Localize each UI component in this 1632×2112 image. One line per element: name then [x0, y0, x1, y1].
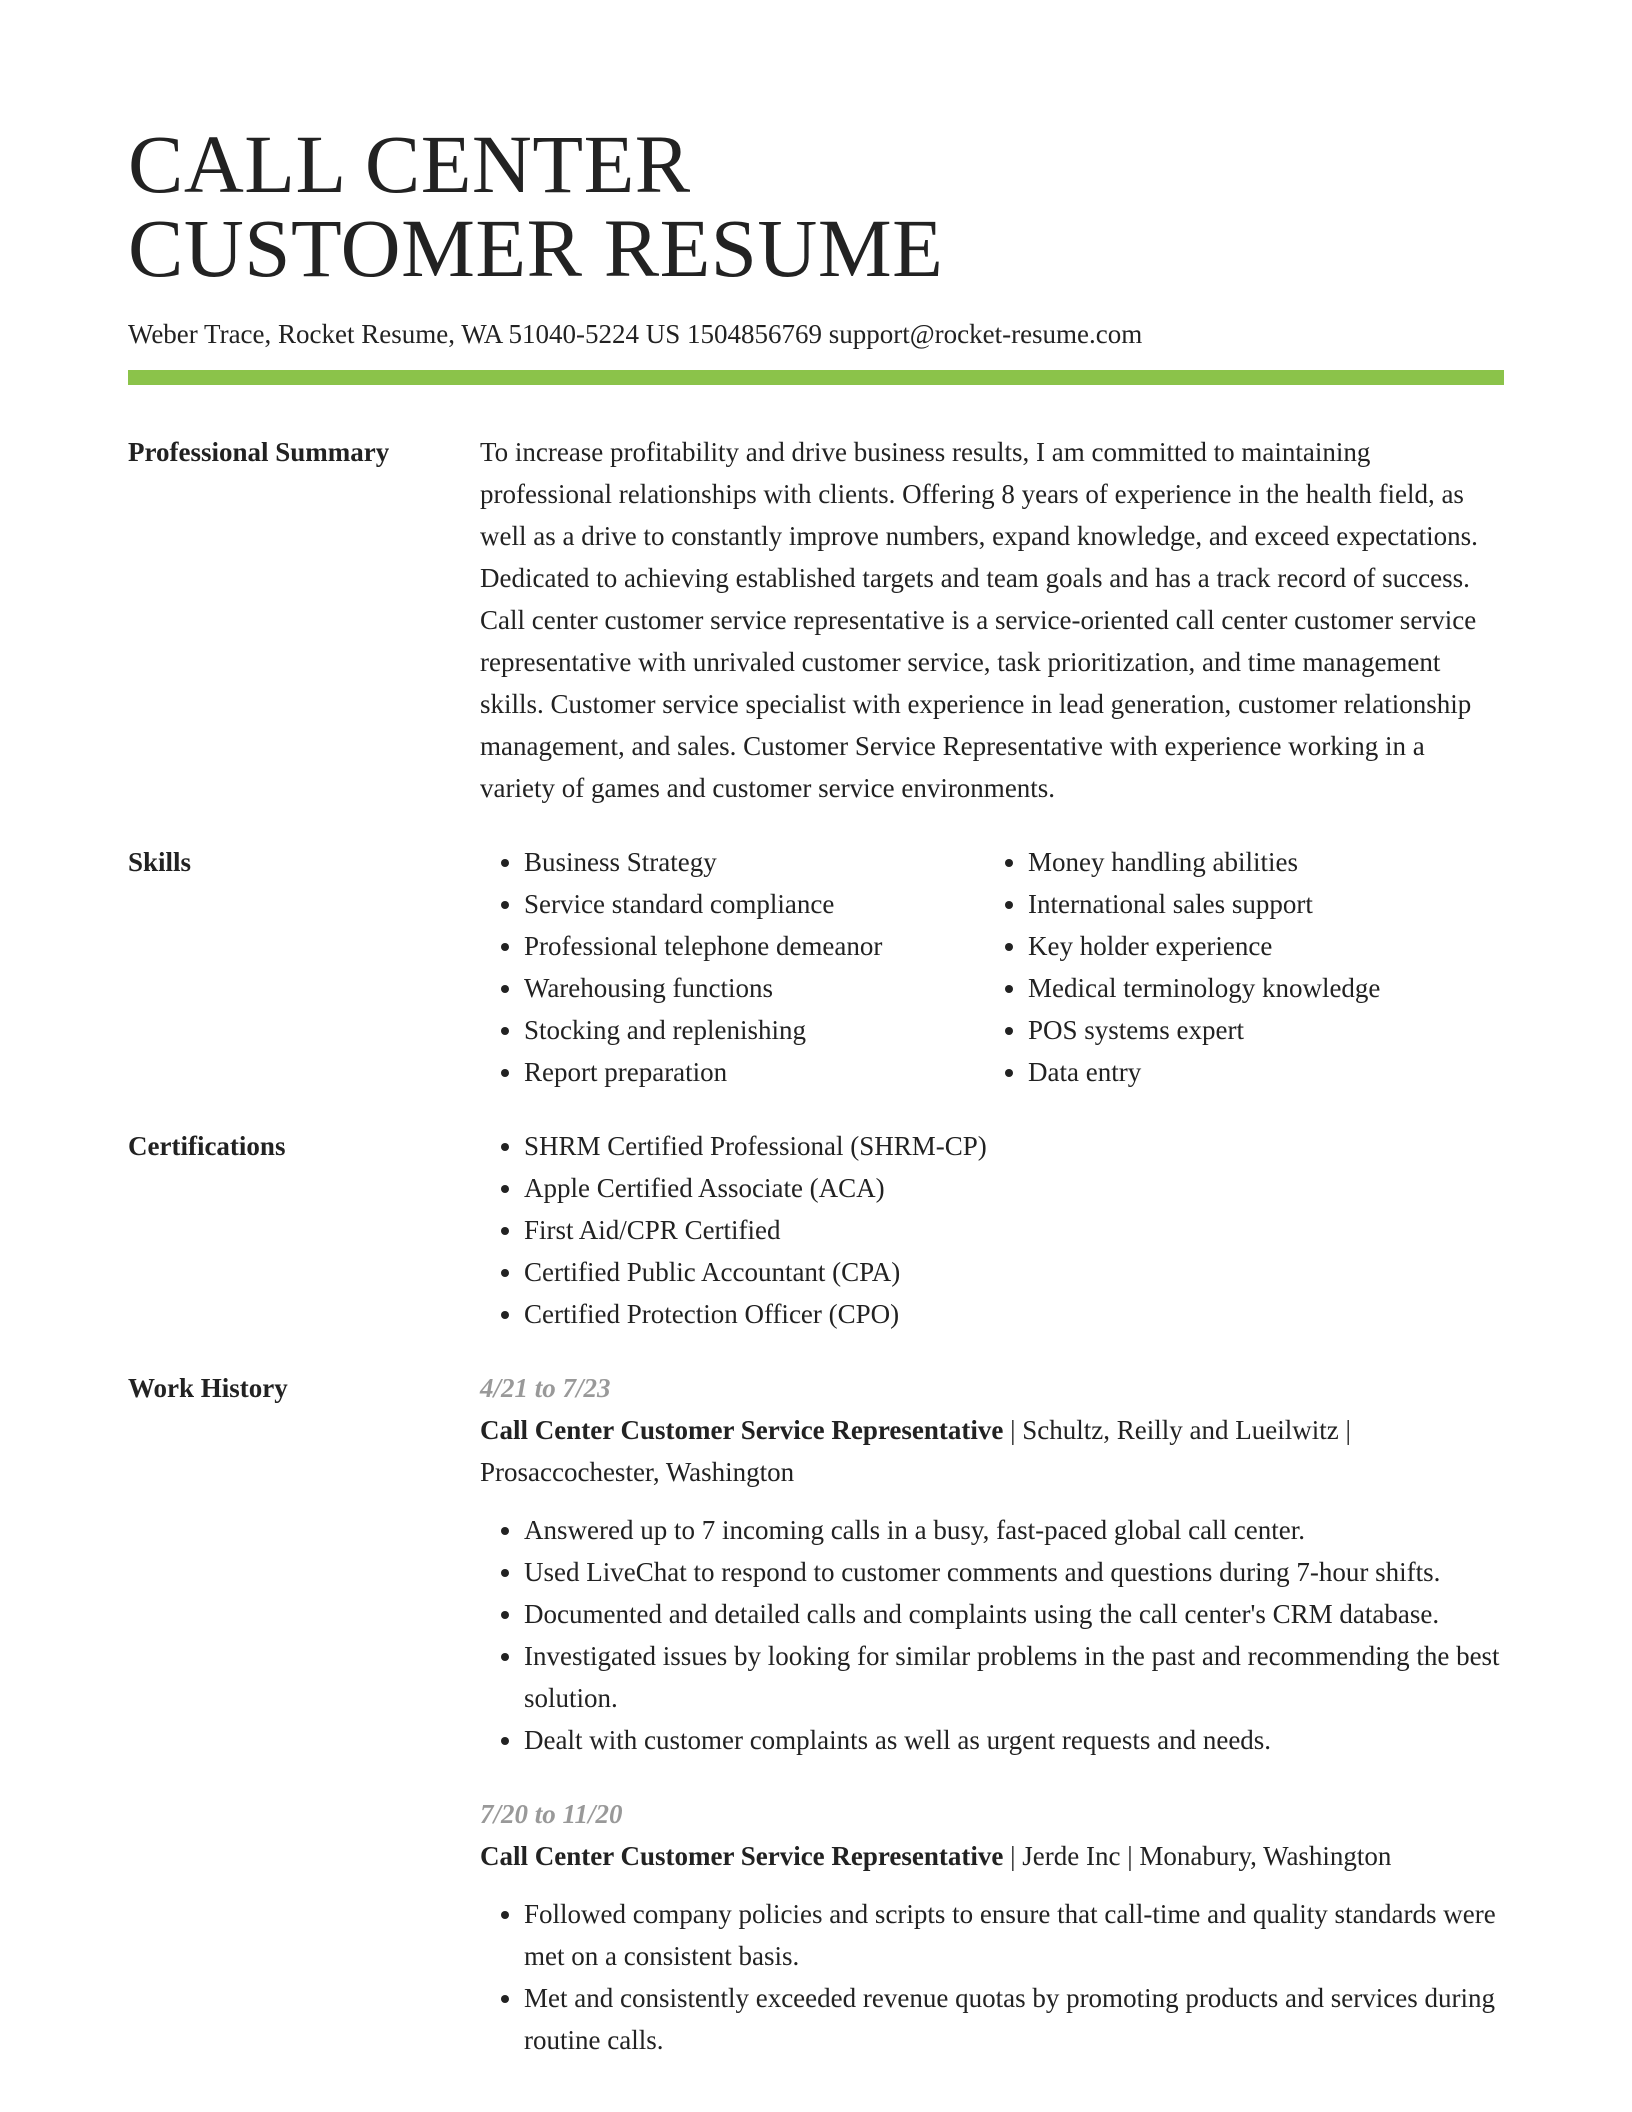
job-dates: 4/21 to 7/23 — [480, 1373, 611, 1403]
job-heading — [480, 1409, 1504, 1493]
accent-divider — [128, 370, 1504, 385]
job-bullet: • Followed company policies and scripts to ensure that call-time and quality standards were met on a consistent basis. — [524, 1893, 1504, 1977]
skill-item: • Report preparation — [524, 1051, 984, 1093]
skills-column-1 — [480, 841, 984, 1093]
job-bullet: • Dealt with customer complaints as well as urgent requests and needs. — [524, 1719, 1504, 1761]
skill-item: • Money handling abilities — [1028, 841, 1488, 883]
skill-item: • Stocking and replenishing — [524, 1009, 984, 1051]
skill-item: • Service standard compliance — [524, 883, 984, 925]
job-employer-location: | Jerde Inc | Monabury, Washington — [1003, 1841, 1392, 1871]
summary-heading: Professional Summary — [128, 437, 390, 467]
skills-heading: Skills — [128, 847, 192, 877]
job-employer-location: | Schultz, Reilly and Lueilwitz | Prosaccochester, Washington — [480, 1415, 1351, 1487]
certification-item: • Certified Protection Officer (CPO) — [524, 1293, 1504, 1335]
job-bullet: • Documented and detailed calls and complaints using the call center's CRM database. — [524, 1593, 1504, 1635]
title-line-2: CUSTOMER RESUME — [128, 202, 944, 294]
work-history-section — [128, 1367, 1504, 2061]
skill-item: • POS systems expert — [1028, 1009, 1488, 1051]
job-bullet: • Answered up to 7 incoming calls in a busy, fast-paced global call center. — [524, 1509, 1504, 1551]
skill-item: • International sales support — [1028, 883, 1488, 925]
skill-item: • Warehousing functions — [524, 967, 984, 1009]
skill-item: • Medical terminology knowledge — [1028, 967, 1488, 1009]
certification-item: • Apple Certified Associate (ACA) — [524, 1167, 1504, 1209]
certifications-section — [128, 1125, 1504, 1335]
skill-item: • Business Strategy — [524, 841, 984, 883]
title-line-1: CALL CENTER — [128, 118, 691, 210]
job-dates: 7/20 to 11/20 — [480, 1799, 623, 1829]
job-title: Call Center Customer Service Representative — [480, 1415, 1004, 1445]
job-title: Call Center Customer Service Representative — [480, 1841, 1004, 1871]
skill-item: • Data entry — [1028, 1051, 1488, 1093]
job-bullet: • Met and consistently exceeded revenue quotas by promoting products and services during routine calls. — [524, 1977, 1504, 2061]
resume-title — [128, 118, 1504, 294]
certification-item: • Certified Public Accountant (CPA) — [524, 1251, 1504, 1293]
certification-item: • SHRM Certified Professional (SHRM-CP) — [524, 1125, 1504, 1167]
skills-column-2 — [984, 841, 1488, 1093]
skills-section — [128, 841, 1504, 1093]
job-bullet: • Investigated issues by looking for similar problems in the past and recommending the best solution. — [524, 1635, 1504, 1719]
job-entry — [480, 1793, 1504, 2061]
job-bullet: • Used LiveChat to respond to customer comments and questions during 7-hour shifts. — [524, 1551, 1504, 1593]
certifications-heading: Certifications — [128, 1131, 286, 1161]
skill-item: • Professional telephone demeanor — [524, 925, 984, 967]
resume-page — [128, 118, 1504, 2061]
summary-text: To increase profitability and drive business results, I am committed to maintaining professional relationships with clients. Offering 8 years of experience in the health field, as well as a drive to constantly improve numbers, expand knowledge, and exceed expectations. Dedicated to achieving established targets and team goals and has a track record of success. Call center customer service representative is a service-oriented call center customer service representative with unrivaled customer service, task prioritization, and time management skills. Customer service specialist with experience in lead generation, customer relationship management, and sales. Customer Service Representative with experience working in a variety of games and customer service environments. — [480, 437, 1478, 803]
job-entry — [480, 1367, 1504, 1761]
contact-info: Weber Trace, Rocket Resume, WA 51040-5224 US 1504856769 support@rocket-resume.com — [128, 319, 1143, 349]
skill-item: • Key holder experience — [1028, 925, 1488, 967]
summary-section — [128, 431, 1504, 809]
certification-item: • First Aid/CPR Certified — [524, 1209, 1504, 1251]
job-heading — [480, 1835, 1504, 1877]
work-history-heading: Work History — [128, 1373, 288, 1403]
